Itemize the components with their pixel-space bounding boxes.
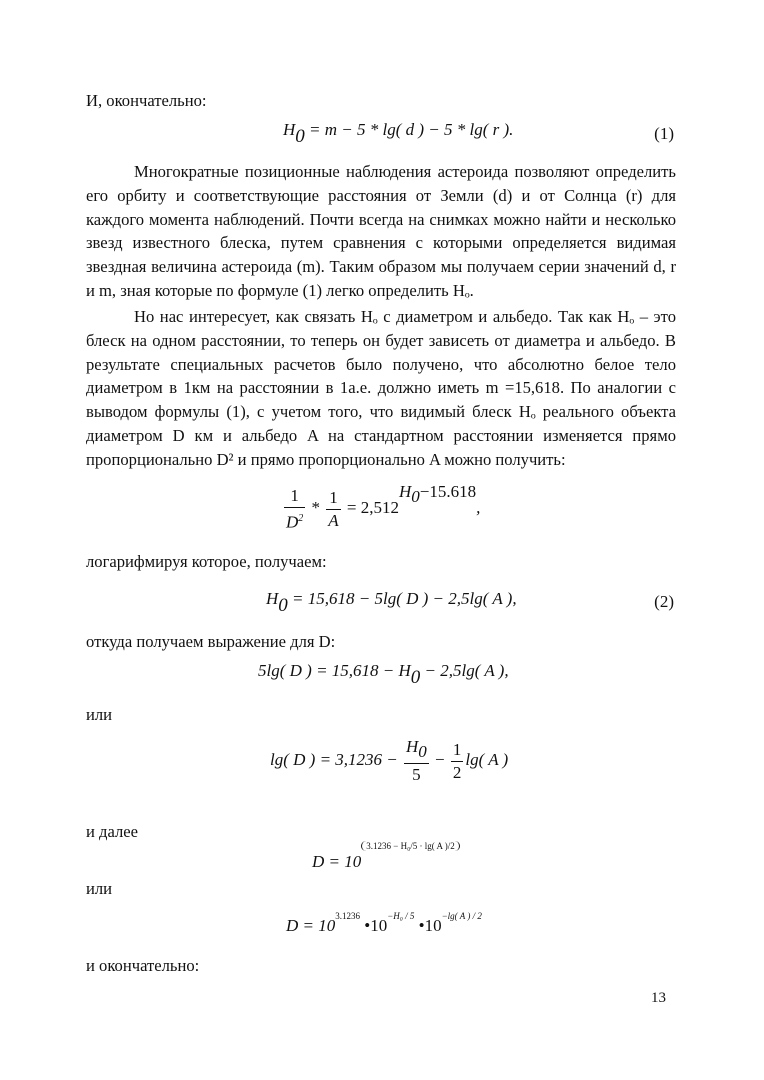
- frac-exp-rest: −15.618: [419, 482, 477, 502]
- eq4-num-sub: 0: [418, 742, 427, 761]
- eq6-dot2: •10: [418, 916, 442, 935]
- eq3-sub: 0: [410, 667, 421, 688]
- eq4-frac-half: [451, 739, 464, 784]
- equation-1: [283, 120, 513, 148]
- eq3-pre: 5lg( D ) = 15,618 − H: [258, 661, 411, 680]
- finally-line: и окончательно:: [86, 956, 200, 975]
- eq6-dot1: •10: [364, 916, 388, 935]
- eq6-exp3: −lg( A ) / 2: [441, 911, 482, 921]
- eq3-post: − 2,5lg( A ),: [424, 661, 509, 680]
- eq6-exp2: −H₀ / 5: [387, 911, 415, 921]
- page-number: 13: [651, 990, 666, 1006]
- fraction-1-over-a: [326, 487, 340, 532]
- frac-eq: = 2,512: [346, 498, 400, 518]
- frac-exp: H: [399, 482, 412, 502]
- eq6-exp1: 3.1236: [335, 911, 360, 921]
- eq4-den: 5: [412, 765, 421, 784]
- log-line: логарифмируя которое, получаем:: [86, 552, 327, 571]
- eq1-rhs: = m − 5 * lg( d ) − 5 * lg( r ).: [309, 120, 514, 139]
- eq2-sub: 0: [278, 595, 288, 616]
- frac-comma: ,: [476, 498, 481, 518]
- eq2-lhs: H: [266, 589, 279, 608]
- equation-2-number: (2): [654, 592, 674, 611]
- equation-fraction: [282, 482, 481, 534]
- and-further-line: и далее: [86, 822, 138, 841]
- eq2-rhs: = 15,618 − 5lg( D ) − 2,5lg( A ),: [292, 589, 517, 608]
- frac2-numerator: 1: [326, 487, 340, 510]
- eq1-lhs: H: [283, 120, 296, 139]
- eq6-base: D = 10: [286, 916, 336, 935]
- equation-1-number: (1): [654, 124, 674, 143]
- paragraph-2: Но нас интересует, как связать Hₒ с диаметром и альбедо. Так как Hₒ – это блеск на одном расстоянии, то теперь он будет зависеть от диаметра и альбедо. В результате специальных расчетов было получено, что абсолютно белое тело диаметром в 1км на расстоянии в 1а.е. должно иметь m =15,618. По аналогии с выводом формулы (1), с учетом того, что видимый блеск Hₒ реального объекта диаметром D км и альбедо A на стандартном расстоянии изменяется прямо пропорционально D² и прямо пропорционально A можно получить:: [86, 307, 676, 469]
- intro-line: И, окончательно:: [86, 91, 207, 110]
- frac-star: *: [311, 498, 321, 518]
- frac2-a: A: [328, 510, 339, 530]
- frac-numerator: 1: [284, 485, 305, 508]
- paragraph-1: Многократные позиционные наблюдения астероида позволяют определить его орбиту и соответствующие расстояния от Земли (d) и от Солнца (r) для каждого момента наблюдений. Почти всегда на снимках можно найти и несколько звезд известного блеска, путем сравнения с которыми определяется видимая звездная величина астероида (m). Таким образом мы получаем серии значений d, r и m, зная которые по формуле (1) легко определить Hₒ.: [86, 162, 676, 300]
- equation-6: [286, 908, 482, 935]
- or-line-1: или: [86, 705, 113, 724]
- fraction-1-over-d2: [284, 485, 305, 534]
- frac-d-exp: 2: [298, 513, 304, 524]
- eq5-base: D = 10: [312, 852, 362, 871]
- equation-3: [258, 661, 509, 689]
- eq1-sub: 0: [295, 126, 305, 147]
- eq4-den2: 2: [452, 762, 462, 782]
- frac-exp-sub: 0: [411, 487, 420, 507]
- eq4-num: H: [406, 737, 419, 756]
- eq4-frac-h0-5: [404, 736, 429, 786]
- eq5-exponent: 3.1236 − H₀/5 · lg( A )/2: [361, 841, 459, 851]
- equation-2: [266, 589, 517, 617]
- expression-line: откуда получаем выражение для D:: [86, 632, 336, 651]
- equation-4: [270, 736, 508, 786]
- frac-d: D: [286, 512, 299, 532]
- eq4-post: lg( A ): [465, 749, 509, 769]
- equation-5: [312, 841, 460, 871]
- eq4-minus: −: [435, 749, 445, 769]
- or-line-2: или: [86, 879, 113, 898]
- eq4-pre: lg( D ) = 3,1236 −: [270, 749, 398, 769]
- eq4-num2: 1: [451, 739, 464, 762]
